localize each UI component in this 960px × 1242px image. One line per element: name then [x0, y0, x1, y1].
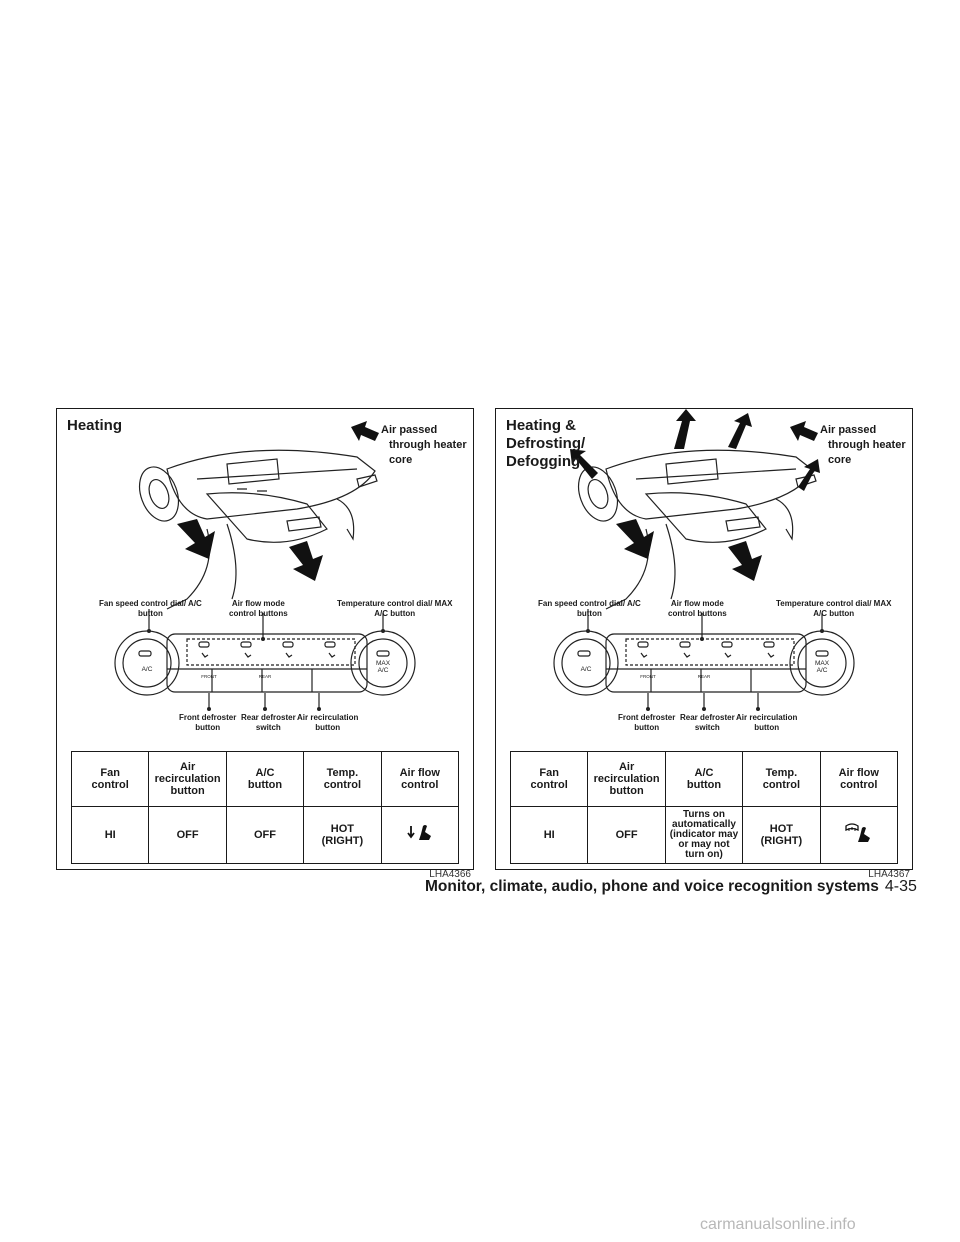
table-header-cell: Temp. control [743, 752, 820, 807]
air-flow-mode-callout: Air flow mode control buttons [668, 599, 727, 618]
legend-text: Air passed through heater core [820, 424, 906, 466]
air-recirculation-callout: Air recirculation button [297, 713, 359, 732]
page-footer [425, 878, 925, 896]
table-cell [381, 807, 458, 864]
heating-defrosting-diagram-panel [495, 408, 913, 880]
temperature-callout: Temperature control dial/ MAX A/C button [776, 599, 892, 618]
max-label: MAX [814, 660, 830, 667]
table-header-cell: A/C button [226, 752, 303, 807]
table-cell: OFF [149, 807, 226, 864]
panel-title: Heating & Defrosting/ Defogging [506, 417, 586, 470]
section-title: Monitor, climate, audio, phone and voice recognition systems [425, 878, 879, 895]
table-cell: HOT (RIGHT) [743, 807, 820, 864]
panel-title: Heating [67, 417, 123, 434]
front-defroster-callout: Front defroster button [179, 713, 237, 732]
fan-speed-callout: Fan speed control dial/ A/C button [538, 599, 641, 618]
table-header-cell: Temp. control [304, 752, 381, 807]
rear-defroster-callout: Rear defroster switch [680, 713, 735, 732]
table-cell: OFF [588, 807, 665, 864]
table-cell: OFF [226, 807, 303, 864]
table-header-row [511, 752, 898, 807]
climate-control-panel [554, 609, 854, 709]
rear-label: REAR [258, 674, 272, 679]
max-ac-label: A/C [816, 667, 828, 674]
table-header-cell: Air flow control [820, 752, 897, 807]
heavy-arrow-icon [347, 417, 381, 451]
heavy-arrow-icon [786, 417, 820, 451]
figure-code: LHA4366 [429, 869, 471, 880]
settings-table [510, 751, 898, 864]
ac-label: A/C [580, 666, 592, 673]
watermark-link[interactable]: carmanualsonline.info [700, 1216, 856, 1233]
table-header-row [72, 752, 459, 807]
rear-label: REAR [697, 674, 711, 679]
front-defroster-callout: Front defroster button [618, 713, 676, 732]
table-header-cell: Air recirculation button [149, 752, 226, 807]
table-cell: HOT (RIGHT) [304, 807, 381, 864]
foot-airflow-icon [403, 822, 437, 846]
table-cell: HI [511, 807, 588, 864]
table-cell: HI [72, 807, 149, 864]
front-label: FRONT [201, 674, 217, 679]
figure-code: LHA4367 [868, 869, 910, 880]
page-number: 4-35 [884, 878, 917, 895]
temperature-callout: Temperature control dial/ MAX A/C button [337, 599, 453, 618]
table-header-cell: A/C button [665, 752, 742, 807]
table-cell: Turns on automatically (indicator may or may not turn on) [665, 807, 742, 864]
settings-table [71, 751, 459, 864]
rear-defroster-callout: Rear defroster switch [241, 713, 296, 732]
table-row [511, 807, 898, 864]
fan-speed-callout: Fan speed control dial/ A/C button [99, 599, 202, 618]
table-header-cell: Air recirculation button [588, 752, 665, 807]
climate-control-panel [115, 609, 415, 709]
table-header-cell: Fan control [511, 752, 588, 807]
defrost-foot-airflow-icon [842, 822, 876, 846]
legend-text: Air passed through heater core [381, 424, 467, 466]
heating-diagram-panel [56, 408, 474, 880]
air-recirculation-callout: Air recirculation button [736, 713, 798, 732]
ac-label: A/C [141, 666, 153, 673]
table-header-cell: Air flow control [381, 752, 458, 807]
table-row [72, 807, 459, 864]
table-cell [820, 807, 897, 864]
front-label: FRONT [640, 674, 656, 679]
heater-airflow-arrows [177, 519, 323, 581]
max-ac-label: A/C [377, 667, 389, 674]
table-header-cell: Fan control [72, 752, 149, 807]
max-label: MAX [375, 660, 391, 667]
air-flow-mode-callout: Air flow mode control buttons [229, 599, 288, 618]
